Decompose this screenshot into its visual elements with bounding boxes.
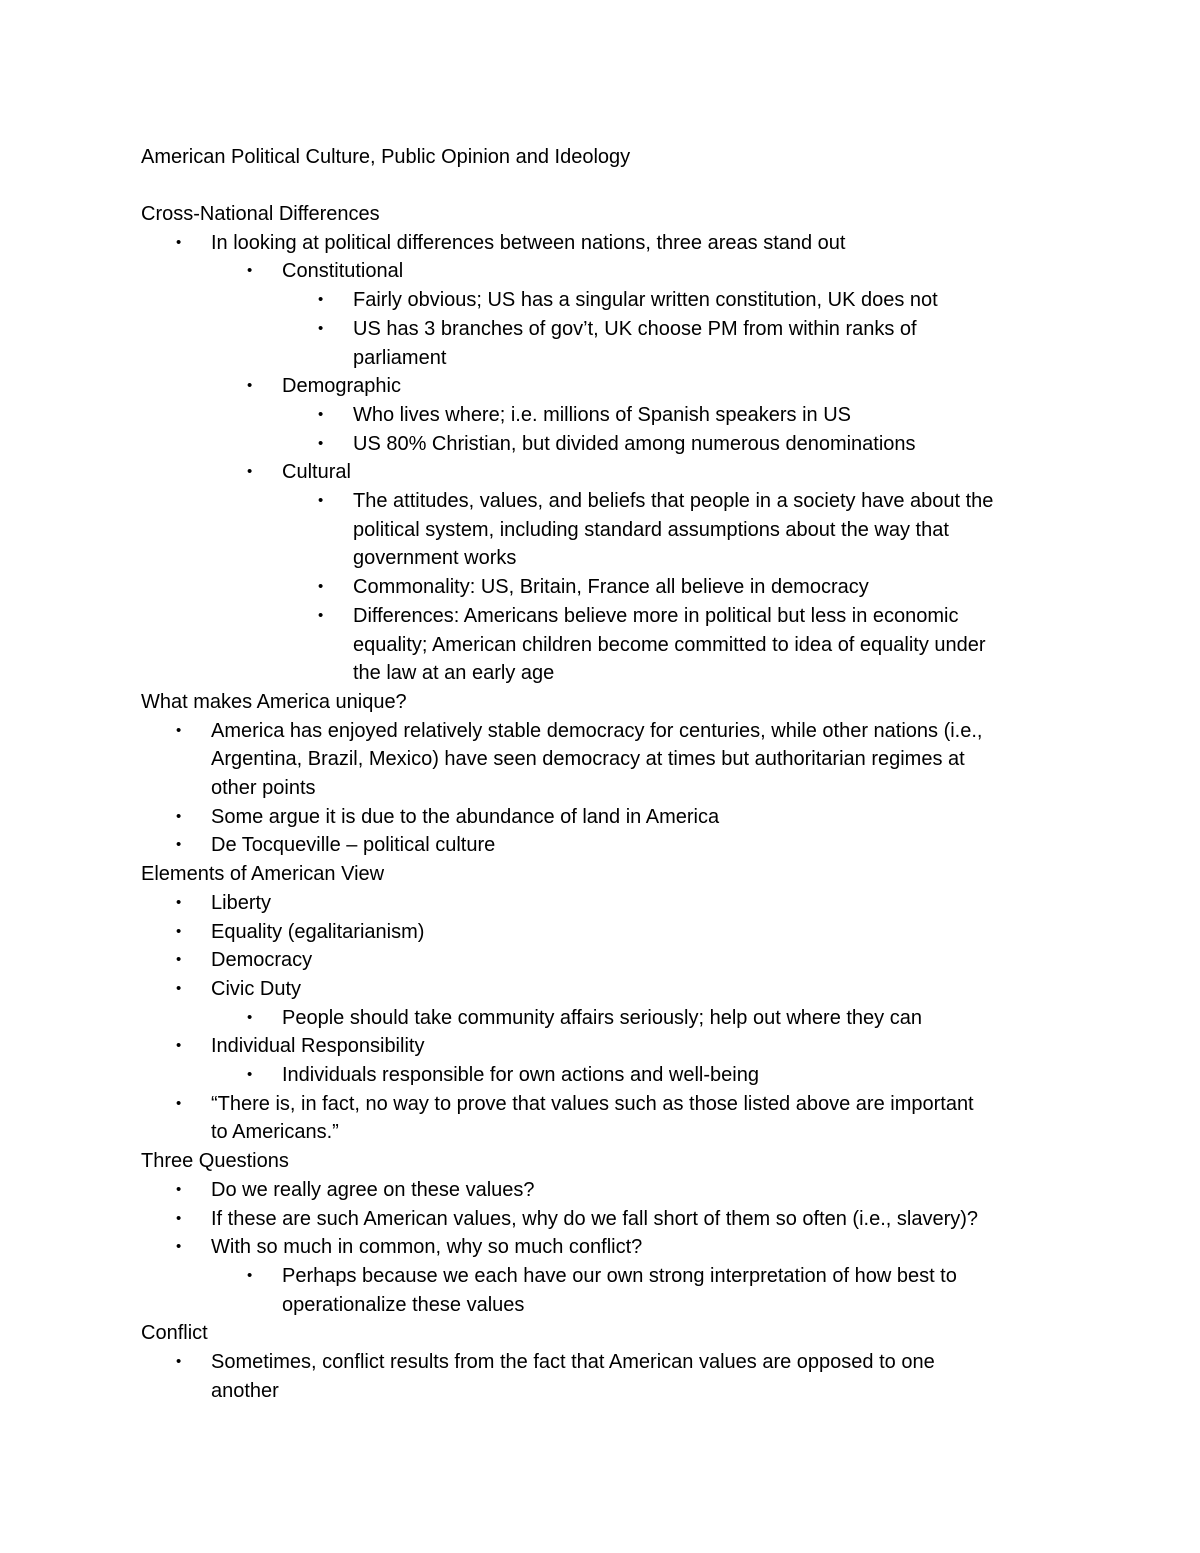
bullet-icon: • [318, 405, 324, 423]
outline-item-level-2: Constitutional [282, 260, 404, 283]
outline-item-level-2: operationalize these values [282, 1293, 525, 1316]
outline-item-level-3: US has 3 branches of gov’t, UK choose PM from within ranks of [353, 317, 917, 340]
outline-item-level-2: Cultural [282, 461, 351, 484]
bullet-icon: • [176, 951, 182, 969]
bullet-icon: • [176, 807, 182, 825]
outline-item-level-3: Commonality: US, Britain, France all believe in democracy [353, 576, 869, 599]
outline-item-level-2: Individuals responsible for own actions and well-being [282, 1064, 759, 1086]
outline-item-level-1: Argentina, Brazil, Mexico) have seen democracy at times but authoritarian regimes at [211, 748, 965, 771]
bullet-icon: • [176, 1037, 182, 1055]
bullet-icon: • [247, 262, 253, 280]
bullet-icon: • [318, 319, 324, 337]
outline-item-level-1: another [211, 1379, 279, 1402]
bullet-icon: • [176, 1238, 182, 1256]
bullet-icon: • [176, 893, 182, 911]
bullet-icon: • [247, 1066, 253, 1083]
bullet-icon: • [176, 922, 182, 940]
outline-item-level-1: If these are such American values, why do we fall short of them so often (i.e., slavery)? [211, 1207, 979, 1230]
outline-item-level-2: People should take community affairs seriously; help out where they can [282, 1006, 922, 1029]
document-title: American Political Culture, Public Opinion and Ideology [141, 146, 631, 168]
outline-item-level-1: Do we really agree on these values? [211, 1178, 535, 1201]
outline-item-level-1: other points [211, 777, 316, 799]
outline-item-level-1: “There is, in fact, no way to prove that values such as those listed above are important [211, 1092, 974, 1115]
section-heading: Three Questions [141, 1150, 289, 1173]
bullet-icon: • [247, 1266, 253, 1284]
section-heading: Conflict [141, 1322, 208, 1345]
section-heading: Cross-National Differences [141, 203, 380, 225]
outline-item-level-3: Who lives where; i.e. millions of Spanish speakers in US [353, 403, 851, 426]
section-heading: Elements of American View [141, 863, 385, 886]
bullet-icon: • [318, 291, 324, 309]
outline-item-level-2: Demographic [282, 375, 401, 398]
outline-item-level-1: Some argue it is due to the abundance of land in America [211, 805, 720, 828]
outline-item-level-1: Individual Responsibility [211, 1035, 425, 1058]
outline-item-level-3: political system, including standard assumptions about the way that [353, 518, 949, 541]
bullet-icon: • [318, 606, 324, 624]
bullet-icon: • [176, 836, 182, 854]
outline-item-level-3: US 80% Christian, but divided among numerous denominations [353, 432, 916, 455]
bullet-icon: • [176, 1209, 182, 1227]
outline-item-level-1: With so much in common, why so much conflict? [211, 1236, 643, 1259]
outline-item-level-1: Democracy [211, 949, 313, 972]
bullet-icon: • [176, 721, 182, 739]
outline-item-level-1: Sometimes, conflict results from the fact that American values are opposed to one [211, 1351, 935, 1373]
bullet-icon: • [247, 1008, 253, 1026]
bullet-icon: • [176, 233, 182, 251]
outline-item-level-3: parliament [353, 346, 447, 369]
outline-item-level-3: Fairly obvious; US has a singular written constitution, UK does not [353, 289, 938, 312]
outline-item-level-3: government works [353, 547, 517, 570]
outline-item-level-1: to Americans.” [211, 1121, 339, 1144]
bullet-icon: • [318, 434, 324, 452]
bullet-icon: • [247, 463, 253, 481]
outline-item-level-1: In looking at political differences between nations, three areas stand out [211, 231, 846, 254]
section-heading: What makes America unique? [141, 690, 407, 713]
bullet-icon: • [176, 1094, 182, 1112]
outline-item-level-1: America has enjoyed relatively stable democracy for centuries, while other nations (i.e., [211, 719, 983, 742]
outline-item-level-1: Liberty [211, 891, 272, 914]
outline-item-level-2: Perhaps because we each have our own strong interpretation of how best to [282, 1264, 957, 1287]
bullet-icon: • [176, 979, 182, 997]
outline-item-level-3: Differences: Americans believe more in political but less in economic [353, 604, 959, 627]
bullet-icon: • [176, 1353, 182, 1370]
bullet-icon: • [318, 578, 324, 596]
outline-item-level-1: Equality (egalitarianism) [211, 920, 425, 943]
outline-item-level-3: The attitudes, values, and beliefs that people in a society have about the [353, 490, 994, 512]
bullet-icon: • [176, 1180, 182, 1198]
bullet-icon: • [318, 492, 324, 509]
outline-item-level-3: equality; American children become committed to idea of equality under [353, 633, 986, 656]
outline-item-level-1: De Tocqueville – political culture [211, 834, 496, 857]
bullet-icon: • [247, 377, 253, 395]
outline-item-level-1: Civic Duty [211, 977, 302, 1000]
outline-item-level-3: the law at an early age [353, 662, 555, 685]
